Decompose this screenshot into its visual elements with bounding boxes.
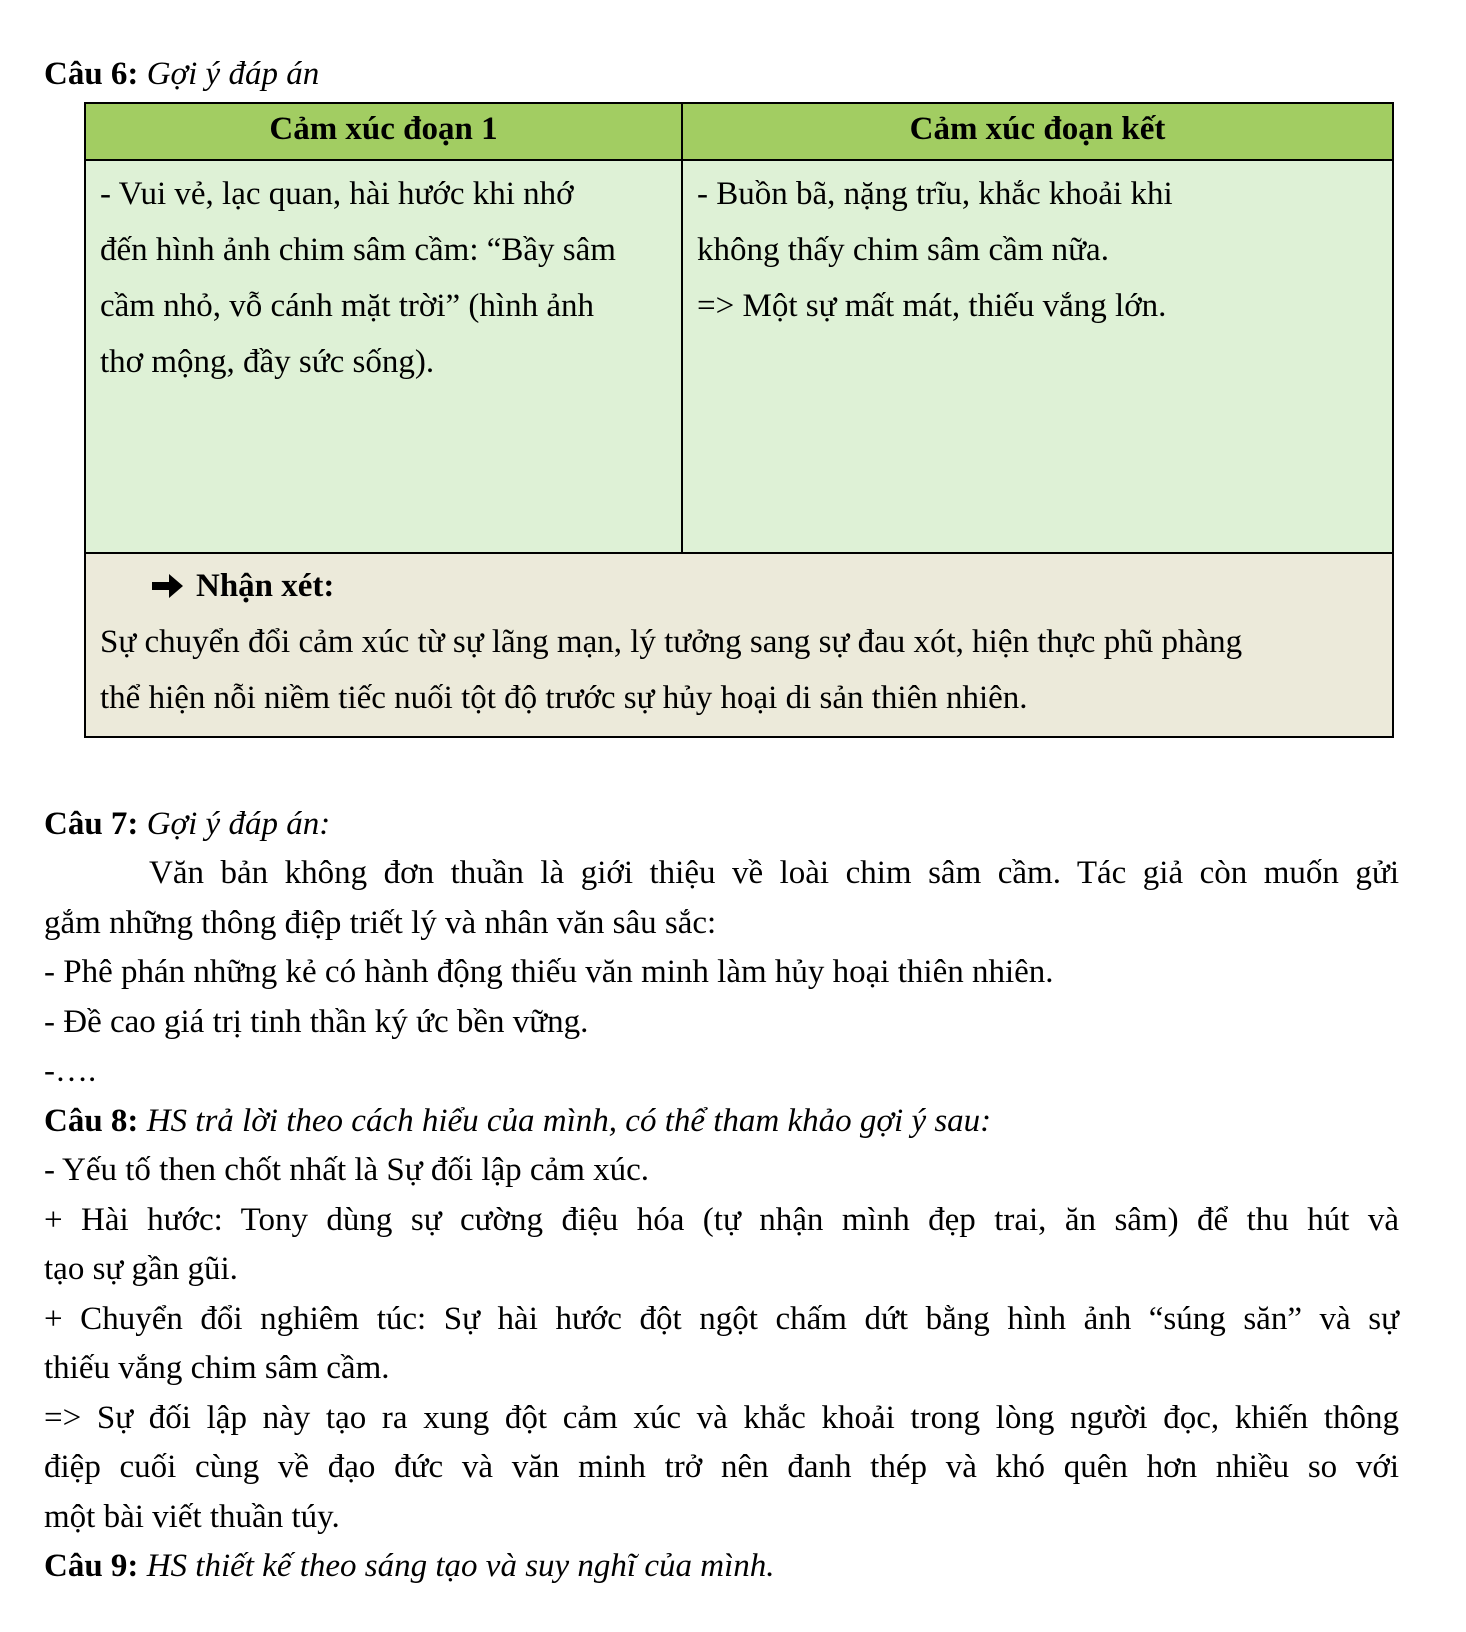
q6-heading: [44, 50, 1399, 100]
q9-heading: [44, 1542, 1399, 1592]
cell-line: cầm nhỏ, vỗ cánh mặt trời” (hình ảnh: [100, 287, 594, 324]
note-heading: [100, 558, 1378, 614]
table-row: [85, 160, 1393, 553]
q6-label: Câu 6:: [44, 56, 139, 92]
cell-final-paragraph: [682, 160, 1393, 553]
q8-line: một bài viết thuần túy.: [44, 1498, 340, 1535]
q9-label: Câu 9:: [44, 1548, 139, 1584]
q8-hint: HS trả lời theo cách hiểu của mình, có thể tham khảo gợi ý sau:: [138, 1102, 992, 1139]
q7-paragraph-line: Văn bản không đơn thuần là giới thiệu về loài chim sâm cầm. Tác giả còn muốn gửi: [149, 855, 1399, 891]
note-cell: [85, 553, 1393, 737]
q7-hint: Gợi ý đáp án:: [138, 805, 331, 842]
q8-label: Câu 8:: [44, 1102, 139, 1139]
cell-line: đến hình ảnh chim sâm cầm: “Bầy sâm: [100, 231, 616, 268]
q7-bullet: - Phê phán những kẻ có hành động thiếu văn minh làm hủy hoại thiên nhiên.: [44, 954, 1054, 990]
cell-line: không thấy chim sâm cầm nữa.: [697, 231, 1109, 268]
q8-heading: [44, 1097, 1399, 1147]
q8-line: điệp cuối cùng về đạo đức và văn minh trở nên đanh thép và khó quên hơn nhiều so với: [44, 1449, 1399, 1485]
q7-paragraph-line: gắm những thông điệp triết lý và nhân văn sâu sắc:: [44, 904, 717, 941]
q7-bullet: - Đề cao giá trị tinh thần ký ức bền vững.: [44, 1003, 589, 1040]
q8-line: thiếu vắng chim sâm cầm.: [44, 1350, 390, 1386]
q7-bullet: -….: [44, 1053, 97, 1089]
header-final-paragraph: Cảm xúc đoạn kết: [682, 103, 1393, 160]
cell-line: thơ mộng, đầy sức sống).: [100, 343, 435, 380]
table-note-row: [85, 553, 1393, 737]
document-page: [44, 50, 1399, 1592]
emotion-comparison-table: [84, 102, 1394, 738]
note-title: Nhận xét:: [196, 567, 335, 604]
q6-hint: Gợi ý đáp án: [138, 56, 320, 92]
q8-line: tạo sự gần gũi.: [44, 1251, 238, 1287]
cell-line: - Vui vẻ, lạc quan, hài hước khi nhớ: [100, 175, 574, 212]
header-paragraph-1: Cảm xúc đoạn 1: [85, 103, 682, 160]
q8-line: => Sự đối lập này tạo ra xung đột cảm xúc và khắc khoải trong lòng người đọc, khiến thông: [44, 1399, 1399, 1436]
cell-paragraph-1: [85, 160, 682, 553]
q9-hint: HS thiết kế theo sáng tạo và suy nghĩ của mình.: [138, 1548, 775, 1584]
arrow-right-icon: [152, 571, 184, 601]
note-line: thể hiện nỗi niềm tiếc nuối tột độ trước sự hủy hoại di sản thiên nhiên.: [100, 679, 1028, 716]
q8-line: - Yếu tố then chốt nhất là Sự đối lập cảm xúc.: [44, 1152, 650, 1188]
q7-label: Câu 7:: [44, 805, 139, 842]
note-line: Sự chuyển đổi cảm xúc từ sự lãng mạn, lý tưởng sang sự đau xót, hiện thực phũ phàng: [100, 623, 1243, 660]
cell-line: => Một sự mất mát, thiếu vắng lớn.: [697, 287, 1167, 324]
q8-line: + Hài hước: Tony dùng sự cường điệu hóa (tự nhận mình đẹp trai, ăn sâm) để thu hút và: [44, 1201, 1399, 1238]
q7-heading: [44, 800, 1399, 850]
table-header-row: [85, 103, 1393, 160]
cell-line: - Buồn bã, nặng trĩu, khắc khoải khi: [697, 175, 1173, 212]
q8-line: + Chuyển đổi nghiêm túc: Sự hài hước đột ngột chấm dứt bằng hình ảnh “súng săn” và sự: [44, 1300, 1399, 1337]
